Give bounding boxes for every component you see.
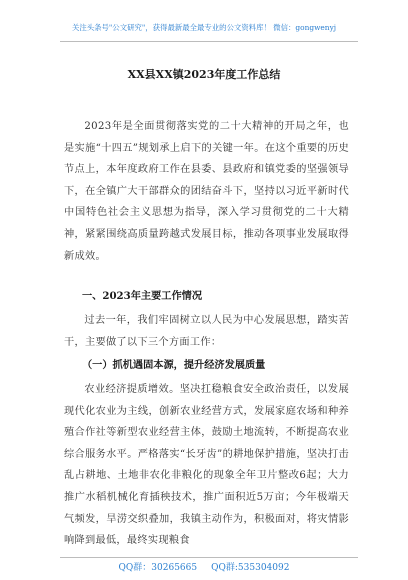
footer-contact <box>0 560 408 573</box>
overview-paragraph: 过去一年，我们牢固树立以人民为中心发展思想，踏实苦干，主要做了以下三个方面工作： <box>64 315 349 348</box>
footer-divider <box>60 557 358 558</box>
section-heading-main-work: 一、2023年主要工作情况 <box>82 290 203 302</box>
promo-banner[interactable]: 关注头条号"公文研究"，获得最新最全最专业的公文资料库！ 微信：gongwenyj <box>71 23 337 32</box>
document-title: XX县XX镇2023年度工作总结 <box>127 68 281 81</box>
header-divider <box>60 41 358 42</box>
subsection-heading-economy: （一）抓机遇固本源，提升经济发展质量 <box>82 359 266 371</box>
qq-group-2[interactable]: QQ群:535304092 <box>211 563 290 573</box>
qq-group-1[interactable]: QQ群：30265665 <box>118 563 198 573</box>
agriculture-paragraph: 农业经济提质增效。坚决扛稳粮食安全政治责任，以发展现代化农业为主线，创新农业经营方式，发展家庭农场和种养殖合作社等新型农业经营主体，鼓励土地流转，不断提高农业综合服务水平。严格落实“长牙齿”的耕地保护措施，坚决打击乱占耕地、土地非农化非粮化的现象全年卫片整改6起；大力推广水稻机械化育插秧技术，推广面积近5万亩；今年极端天气频发，旱涝交织叠加，我镇主动作为，积极面对，将灾情影响降到最低，最终实现粮食 <box>64 384 349 547</box>
intro-paragraph: 2023年是全面贯彻落实党的二十大精神的开局之年，也是实施“十四五”规划承上启下的关键一年。在这个重要的历史节点上，本年度政府工作在县委、县政府和镇党委的坚强领导下，在全镇广大干部群众的团结奋斗下，坚持以习近平新时代中国特色社会主义思想为指导，深入学习贯彻党的二十大精神，紧紧围绕高质量跨越式发展目标，推动各项事业发展取得新成效。 <box>64 121 349 262</box>
